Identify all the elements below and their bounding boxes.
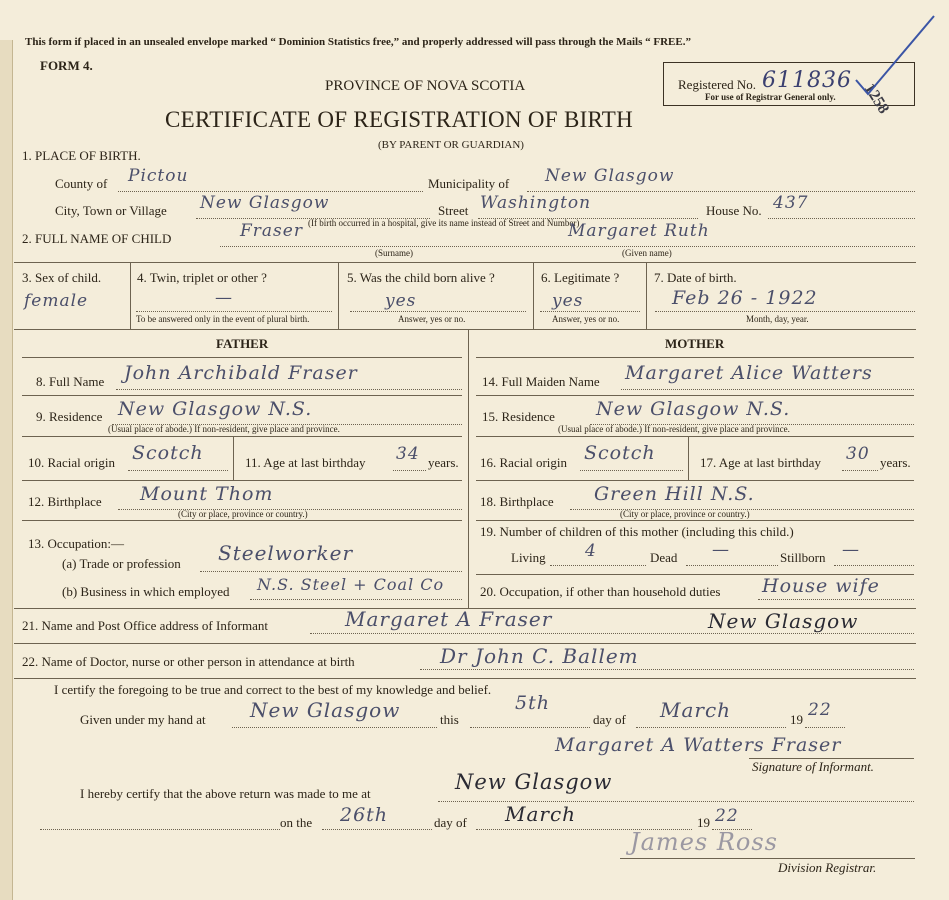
stillborn-label: Stillborn — [780, 550, 826, 565]
mother-age: 30 — [846, 444, 870, 464]
children-label: 19. Number of children of this mother (including this child.) — [480, 524, 794, 539]
informant-signature: Margaret A Watters Fraser — [555, 734, 842, 756]
doctor-label: 22. Name of Doctor, nurse or other person in attendance at birth — [22, 654, 355, 669]
sex-value: female — [24, 291, 89, 311]
house-value: 437 — [773, 193, 809, 213]
municipality-value: New Glasgow — [545, 166, 675, 186]
informant-signature-caption: Signature of Informant. — [752, 759, 874, 774]
day-of-label: day of — [593, 712, 626, 727]
mother-years: years. — [880, 455, 911, 470]
stillborn-value: — — [842, 540, 860, 560]
mother-residence-label: 15. Residence — [482, 409, 555, 424]
trade-label: (a) Trade or profession — [62, 556, 181, 571]
father-birthplace: Mount Thom — [140, 483, 274, 505]
informant-name: Margaret A Fraser — [345, 607, 553, 631]
mother-race: Scotch — [584, 442, 656, 464]
mother-residence: New Glasgow N.S. — [596, 398, 791, 420]
registrar-month: March — [505, 802, 577, 826]
province-heading: PROVINCE OF NOVA SCOTIA — [325, 78, 526, 94]
registrar-use-note: For use of Registrar General only. — [705, 92, 836, 102]
business-label: (b) Business in which employed — [62, 584, 230, 599]
city-label: City, Town or Village — [55, 203, 167, 218]
street-label: Street — [438, 203, 469, 218]
father-name: John Archibald Fraser — [124, 362, 358, 384]
check-mark-icon — [850, 12, 940, 102]
father-residence: New Glasgow N.S. — [118, 398, 313, 420]
certify-year-prefix: 19 — [790, 712, 803, 727]
father-age: 34 — [396, 444, 420, 464]
father-age-label: 11. Age at last birthday — [245, 455, 366, 470]
informant-label: 21. Name and Post Office address of Informant — [22, 618, 268, 633]
certify-text: I certify the foregoing to be true and correct to the best of my knowledge and belief. — [54, 682, 492, 697]
certify-day: 5th — [515, 692, 550, 714]
father-race: Scotch — [132, 442, 204, 464]
registered-label: Registered No. — [678, 77, 756, 92]
twin-value: — — [215, 288, 233, 308]
mother-birthplace: Green Hill N.S. — [594, 483, 755, 505]
father-birthplace-label: 12. Birthplace — [28, 494, 102, 509]
living-label: Living — [511, 550, 546, 565]
given-label: Given under my hand at — [80, 712, 206, 727]
living-value: 4 — [585, 541, 597, 561]
legitimate-label: 6. Legitimate ? — [541, 270, 620, 285]
father-residence-note: (Usual place of abode.) If non-resident, give place and province. — [108, 424, 340, 434]
given-name-caption: (Given name) — [622, 248, 672, 258]
stamp-number: 1258 — [860, 80, 893, 117]
municipality-label: Municipality of — [428, 176, 510, 191]
page-subtitle: (BY PARENT OR GUARDIAN) — [378, 139, 524, 151]
registrar-text: I hereby certify that the above return was made to me at — [80, 786, 371, 801]
hospital-note: (If birth occurred in a hospital, give its name instead of Street and Number) — [308, 218, 580, 228]
twin-note: To be answered only in the event of plural birth. — [136, 314, 310, 324]
certify-month: March — [660, 698, 732, 722]
city-value: New Glasgow — [200, 193, 330, 213]
dob-note: Month, day, year. — [746, 314, 809, 324]
registrar-place: New Glasgow — [455, 770, 613, 794]
father-race-label: 10. Racial origin — [28, 455, 116, 470]
mother-age-label: 17. Age at last birthday — [700, 455, 821, 470]
dead-label: Dead — [650, 550, 678, 565]
registrar-day-of-label: day of — [434, 815, 467, 830]
mother-name: Margaret Alice Watters — [625, 362, 873, 384]
sex-label: 3. Sex of child. — [22, 270, 102, 285]
alive-label: 5. Was the child born alive ? — [347, 270, 495, 285]
house-label: House No. — [706, 203, 762, 218]
dob-label: 7. Date of birth. — [654, 270, 737, 285]
father-birthplace-note: (City or place, province or country.) — [178, 509, 308, 519]
mother-race-label: 16. Racial origin — [480, 455, 568, 470]
dead-value: — — [712, 540, 730, 560]
alive-note: Answer, yes or no. — [398, 314, 466, 324]
mail-notice: This form if placed in an unsealed envelope marked “ Dominion Statistics free,” and properly addressed will pass through the Mails “ FREE.” — [25, 36, 691, 48]
mother-occupation: House wife — [762, 575, 880, 597]
form-margin-strip — [0, 40, 13, 900]
certify-place: New Glasgow — [250, 698, 401, 722]
mother-occupation-label: 20. Occupation, if other than household duties — [480, 584, 721, 599]
father-name-label: 8. Full Name — [36, 374, 105, 389]
county-value: Pictou — [128, 166, 189, 186]
this-label: this — [440, 712, 459, 727]
form-number: FORM 4. — [40, 58, 93, 73]
place-section-label: 1. PLACE OF BIRTH. — [22, 148, 141, 163]
street-value: Washington — [480, 193, 592, 213]
on-the-label: on the — [280, 815, 313, 830]
child-name-label: 2. FULL NAME OF CHILD — [22, 231, 172, 246]
mother-birthplace-note: (City or place, province or country.) — [620, 509, 750, 519]
county-label: County of — [55, 176, 108, 191]
informant-address: New Glasgow — [708, 609, 859, 633]
legitimate-note: Answer, yes or no. — [552, 314, 620, 324]
father-heading: FATHER — [216, 336, 269, 351]
alive-value: yes — [385, 291, 417, 311]
father-years: years. — [428, 455, 459, 470]
mother-birthplace-label: 18. Birthplace — [480, 494, 554, 509]
dob-value: Feb 26 - 1922 — [672, 287, 818, 309]
certify-year: 22 — [808, 700, 832, 720]
registrar-year-prefix: 19 — [697, 815, 710, 830]
registrar-signature-caption: Division Registrar. — [778, 860, 877, 875]
trade-value: Steelworker — [218, 541, 354, 565]
child-surname: Fraser — [240, 221, 303, 241]
mother-heading: MOTHER — [665, 336, 725, 351]
father-occupation-label: 13. Occupation:— — [28, 536, 125, 551]
registrar-signature: James Ross — [630, 828, 778, 856]
registrar-year: 22 — [715, 806, 739, 826]
twin-label: 4. Twin, triplet or other ? — [137, 270, 267, 285]
page-title: CERTIFICATE OF REGISTRATION OF BIRTH — [165, 107, 634, 132]
father-residence-label: 9. Residence — [36, 409, 103, 424]
registered-number: 611836 — [762, 68, 852, 93]
business-value: N.S. Steel + Coal Co — [257, 575, 445, 594]
legitimate-value: yes — [552, 291, 584, 311]
mother-name-label: 14. Full Maiden Name — [482, 374, 600, 389]
child-given-name: Margaret Ruth — [568, 221, 710, 241]
doctor-name: Dr John C. Ballem — [440, 644, 639, 668]
mother-residence-note: (Usual place of abode.) If non-resident, give place and province. — [558, 424, 790, 434]
surname-caption: (Surname) — [375, 248, 413, 258]
registrar-day: 26th — [340, 804, 389, 826]
